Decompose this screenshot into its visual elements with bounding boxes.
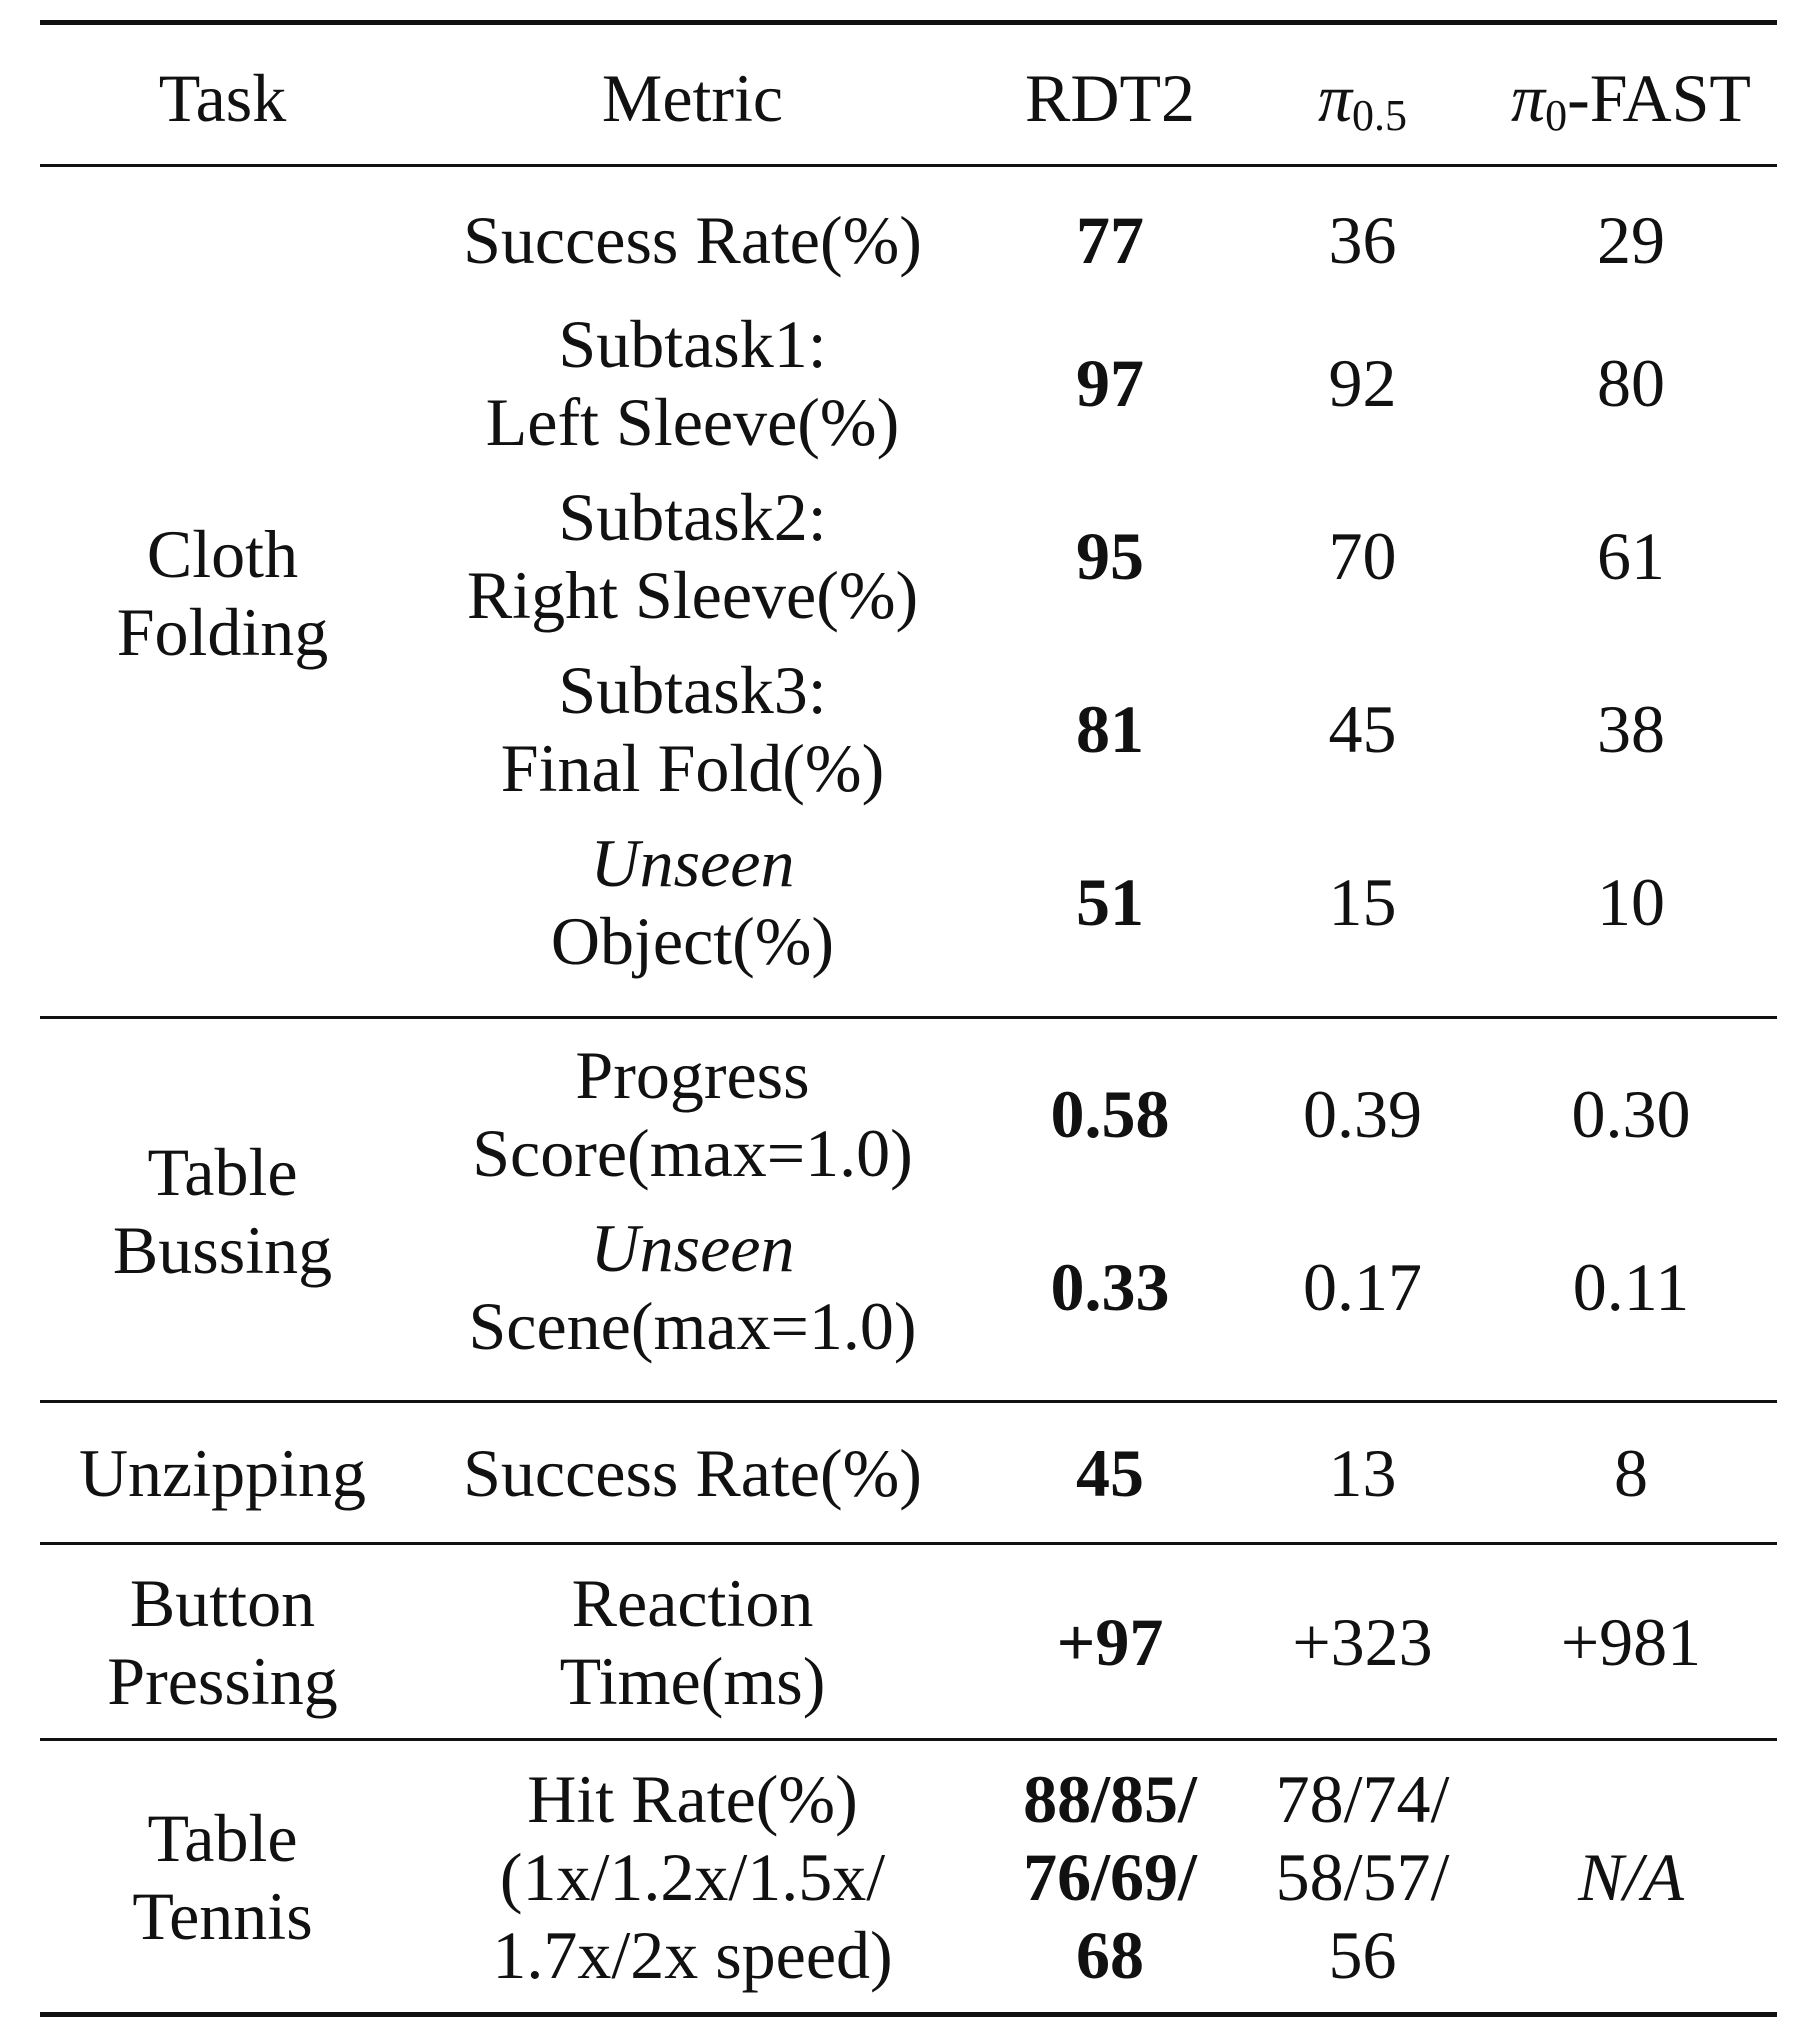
task-unzipping: Unzipping [78,1434,367,1511]
task-table-tennis [40,1744,405,2010]
value-line: 88/85/ [1023,1761,1197,1837]
metric-line: Object(%) [550,903,835,979]
pi05-value: 0.17 [1303,1249,1422,1325]
rdt2-value [980,1744,1240,2010]
metric-line: (1x/1.2x/1.5x/ [499,1839,886,1915]
metric-line: Reaction [571,1565,814,1641]
task-line: Folding [116,594,329,670]
pi-symbol: π [1511,59,1546,136]
metric-line: Progress [575,1037,810,1113]
header-metric: Metric [601,59,784,136]
group-rule-2 [40,1400,1777,1403]
metric-cell [405,305,980,461]
rdt2-value: 51 [1076,864,1144,940]
metric-cell: Success Rate(%) [463,1434,922,1511]
value-line: 78/74/ [1275,1761,1450,1837]
top-rule [40,20,1777,25]
metric-line: Unseen [590,825,795,901]
rdt2-value: 97 [1076,345,1144,421]
metric-line: Left Sleeve(%) [485,384,900,460]
header-pi05 [1240,40,1485,155]
header-pi0-fast [1485,40,1777,155]
pi0-fast-value: 61 [1597,518,1665,594]
task-line: Cloth [146,516,299,592]
metric-cell: Success Rate(%) [463,202,922,278]
pi0-fast-value: 0.11 [1572,1249,1690,1325]
task-line: Button [129,1565,316,1641]
rdt2-value: 45 [1076,1434,1144,1511]
pi0-fast-value: 29 [1597,202,1665,278]
pi05-value: 45 [1328,691,1397,767]
task-table-bussing [40,1021,405,1400]
task-line: Bussing [112,1211,333,1288]
value-line: 76/69/ [1023,1839,1197,1915]
pi05-subscript: 0.5 [1352,90,1408,140]
metric-line: Hit Rate(%) [527,1761,858,1837]
pi05-value: 36 [1328,202,1397,278]
pi05-value: 70 [1328,518,1397,594]
pi0-fast-value: 8 [1614,1434,1648,1511]
metric-line: Final Fold(%) [500,730,885,806]
metric-line: Unseen [590,1210,795,1286]
pi05-value: 0.39 [1303,1076,1422,1152]
value-line: 58/57/ [1275,1839,1450,1915]
group-rule-1 [40,1016,1777,1019]
pi0-fast-value: 80 [1597,345,1665,421]
pi05-value [1240,1744,1485,2010]
metric-line: Right Sleeve(%) [466,557,919,633]
metric-line: Subtask1: [558,306,827,382]
rdt2-value: 95 [1076,518,1144,594]
metric-cell [405,651,980,807]
pi-symbol: π [1317,59,1353,136]
task-line: Tennis [132,1878,313,1954]
task-line: Table [147,1800,298,1876]
rdt2-value: +97 [1056,1604,1164,1680]
group-rule-4 [40,1738,1777,1741]
metric-cell [405,478,980,634]
pi05-value: 15 [1328,864,1397,940]
metric-line: Score(max=1.0) [472,1115,913,1191]
results-table [40,0,1777,2034]
header-task: Task [158,59,287,136]
pi05-value: 13 [1328,1434,1397,1511]
pi0-fast-value: +981 [1560,1604,1702,1680]
metric-line: Scene(max=1.0) [468,1288,917,1364]
task-button-pressing [40,1548,405,1736]
rdt2-value: 81 [1076,691,1144,767]
metric-line: Subtask2: [558,479,827,555]
metric-cell [405,824,980,980]
value-line: 56 [1328,1917,1397,1993]
rdt2-value: 0.58 [1050,1076,1170,1152]
metric-line: 1.7x/2x speed) [492,1917,893,1993]
pi0-fast-value: 10 [1597,864,1665,940]
pi05-value: +323 [1292,1604,1433,1680]
rdt2-value: 77 [1076,202,1144,278]
task-line: Pressing [107,1643,338,1719]
header-rule [40,164,1777,167]
pi0-fast-value: N/A [1578,1839,1684,1915]
bottom-rule [40,2012,1777,2017]
metric-cell [405,1036,980,1192]
metric-cell [405,1744,980,2010]
value-line: 68 [1076,1917,1144,1993]
task-cloth-folding [40,170,405,1016]
header-rdt2: RDT2 [1025,59,1195,136]
task-line: Table [147,1133,298,1210]
rdt2-value: 0.33 [1050,1249,1170,1325]
pi0-subscript: 0 [1545,90,1568,140]
fast-suffix: -FAST [1567,59,1751,136]
pi05-value: 92 [1328,345,1397,421]
metric-cell [405,1209,980,1365]
metric-cell [405,1548,980,1736]
metric-line: Time(ms) [559,1643,826,1719]
pi0-fast-value: 0.30 [1571,1076,1691,1152]
metric-line: Subtask3: [558,652,827,728]
pi0-fast-value: 38 [1597,691,1665,767]
group-rule-3 [40,1542,1777,1545]
